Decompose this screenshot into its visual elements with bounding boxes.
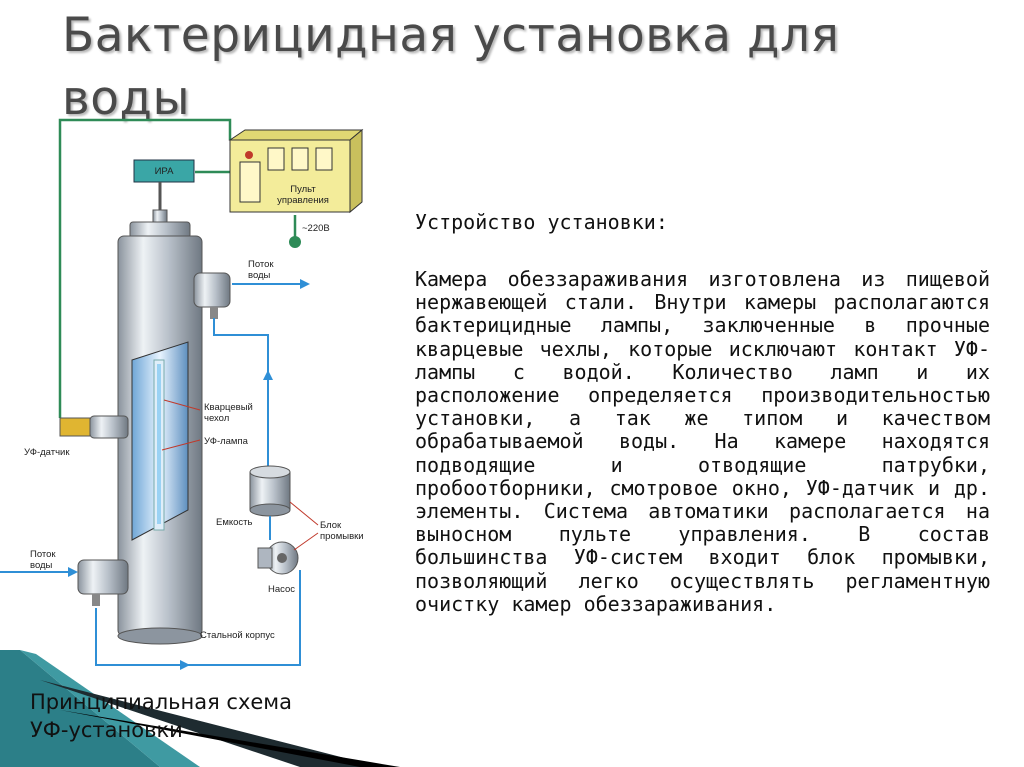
uv-sensor-label: УФ-датчик	[24, 447, 70, 458]
uv-sensor	[90, 416, 128, 438]
flow-in-label-2: воды	[30, 560, 53, 571]
tank	[250, 466, 290, 516]
uv-installation-diagram	[0, 110, 400, 670]
ira-label: ИРА	[154, 166, 174, 177]
slide-title: Бактерицидная установка для воды	[62, 8, 840, 126]
wash-block-label-1: Блок	[320, 520, 342, 531]
pump-label: Насос	[268, 584, 296, 595]
power-label: ~220В	[302, 223, 330, 234]
flow-out-label-1: Поток	[248, 259, 274, 270]
device-heading: Устройство установки:	[415, 210, 668, 234]
wash-block-label-2: промывки	[320, 531, 364, 542]
flow-in-label-1: Поток	[30, 549, 56, 560]
quartz-label-1: Кварцевый	[204, 402, 253, 413]
flow-out-label-2: воды	[248, 270, 271, 281]
power-plug-icon	[289, 236, 301, 248]
panel-label-1: Пульт	[290, 184, 316, 195]
uv-lamp	[157, 364, 161, 524]
panel-label-2: управления	[277, 195, 329, 206]
panel-led-icon	[245, 151, 253, 159]
diagram-caption	[30, 688, 292, 744]
outlet-pipe	[194, 273, 230, 307]
caption-line-2: УФ-установки	[30, 718, 183, 742]
control-panel	[230, 130, 362, 212]
steel-body-label: Стальной корпус	[200, 630, 275, 641]
steel-body	[118, 222, 202, 644]
tank-label: Емкость	[216, 517, 253, 528]
caption-line-1: Принципиальная схема	[30, 690, 292, 714]
wash-pump	[258, 542, 298, 574]
uv-lamp-label: УФ-лампа	[204, 436, 248, 447]
description-text: Камера обеззараживания изготовлена из пищевой нержавеющей стали. Внутри камеры располагаются бактерицидные лампы, заключенные в прочные кварцевые чехлы, которые исключают контакт УФ-лампы с водой. Количество ламп и их расположение определяется производительностью установки, а так же типом и качеством обрабатываемой воды. На камере находятся подводящие и отводящие патрубки, пробоотборники, смотровое окно, УФ-датчик и др. элементы. Система автоматики располагается на выносном пульте управления. В состав большинства УФ-систем входит блок промывки, позволяющий легко осуществлять регламентную очистку камер обеззараживания.	[415, 267, 990, 616]
inlet-pipe	[78, 560, 128, 594]
quartz-label-2: чехол	[204, 413, 230, 424]
